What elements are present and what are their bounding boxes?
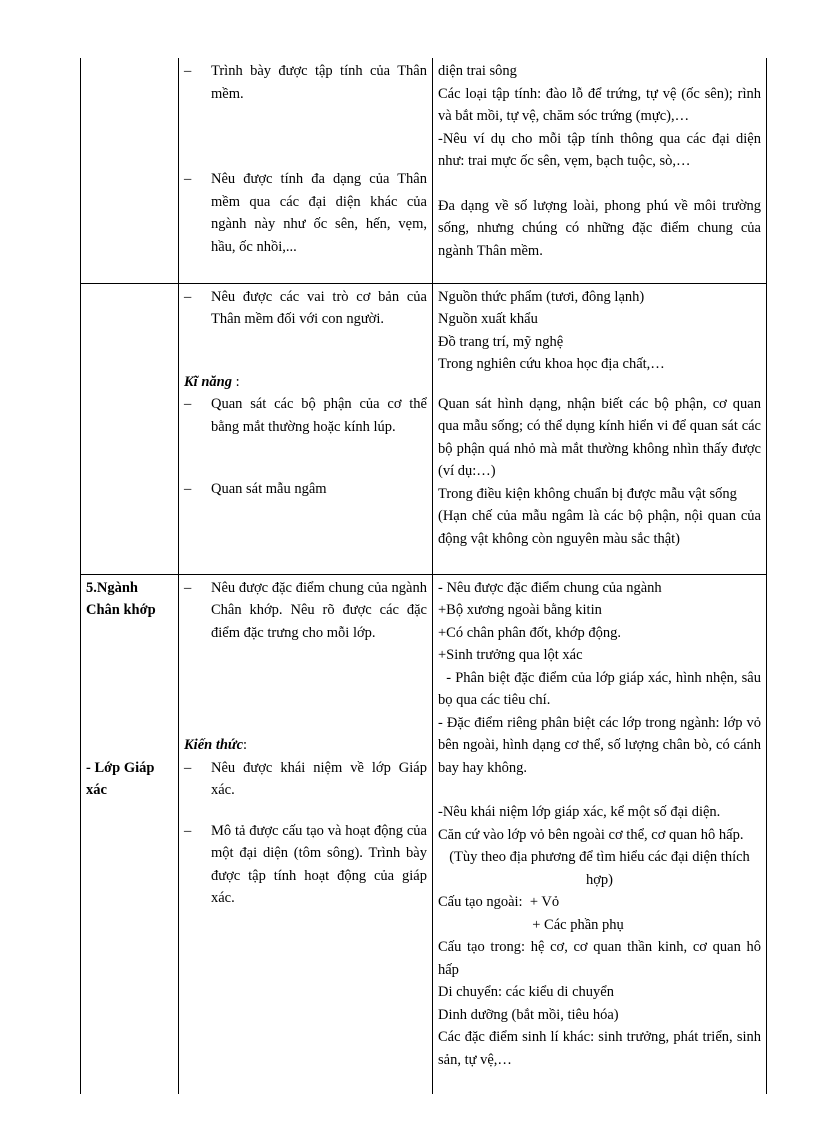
objective-item <box>184 577 427 645</box>
skills-heading: Kĩ năng <box>184 373 232 390</box>
dash-bullet: – <box>184 396 192 412</box>
skill-item <box>184 478 427 501</box>
objective-text: Nêu được các vai trò cơ bản của Thân mềm đối với con người. <box>211 288 427 327</box>
note-line: (Tùy theo địa phương để tìm hiểu các đại diện thích hợp) <box>449 849 750 888</box>
skill-item <box>184 393 427 438</box>
note-line: Cấu tạo trong: hệ cơ, cơ quan thần kinh, cơ quan hô hấp <box>438 939 761 978</box>
note-line: Căn cứ vào lớp vỏ bên ngoài cơ thể, cơ quan hô hấp. <box>438 826 744 843</box>
notes-cell <box>433 58 767 283</box>
knowledge-heading-line <box>184 734 427 757</box>
note-line: Đồ trang trí, mỹ nghệ <box>438 333 564 350</box>
dash-bullet: – <box>184 288 192 305</box>
table-row <box>81 574 767 1094</box>
objectives-cell <box>179 574 433 1094</box>
topic-title: 5.Ngành Chân khớp <box>86 579 156 618</box>
note-line: Đa dạng về số lượng loài, phong phú về môi trường sống, nhưng chúng có những đặc điểm chung của ngành Thân mềm. <box>438 197 761 259</box>
objective-item <box>184 60 427 105</box>
topic-subtitle: - Lớp Giáp xác <box>86 759 155 798</box>
objective-text: Trình bày được tập tính của Thân mềm. <box>211 63 427 102</box>
table-row <box>81 283 767 574</box>
note-line: + Các phần phụ <box>438 916 624 933</box>
note-line: Các loại tập tính: đào lỗ để trứng, tự vệ (ốc sên); rình và bắt mồi, tự vệ, chăm sóc trứng (mực),… <box>438 85 761 124</box>
note-line: +Bộ xương ngoài bằng kitin <box>438 602 602 618</box>
note-line: Trong nghiên cứu khoa học địa chất,… <box>438 356 665 372</box>
note-line: +Sinh trưởng qua lột xác <box>438 647 583 663</box>
note-line: (Hạn chế của mẫu ngâm là các bộ phận, nội quan của động vật không còn nguyên màu sắc thật) <box>438 508 761 547</box>
skill-text: Quan sát mẫu ngâm <box>211 481 327 497</box>
note-line: -Nêu ví dụ cho mỗi tập tính thông qua các đại diện như: trai mực ốc sên, vẹm, bạch tuộc, sò,… <box>438 130 761 169</box>
note-line: +Có chân phân đốt, khớp động. <box>438 624 621 641</box>
note-line: Các đặc điểm sinh lí khác: sinh trưởng, phát triển, sinh sản, tự vệ,… <box>438 1029 761 1068</box>
knowledge-colon: : <box>243 737 248 753</box>
notes-cell <box>433 283 767 574</box>
dash-bullet: – <box>184 759 192 776</box>
skills-heading-line <box>184 371 427 394</box>
topic-cell <box>81 58 179 283</box>
topic-cell <box>81 574 179 1094</box>
dash-bullet: – <box>184 481 192 497</box>
objective-item <box>184 168 427 258</box>
note-line: Dinh dưỡng (bắt mồi, tiêu hóa) <box>438 1006 619 1023</box>
skills-colon: : <box>231 373 240 390</box>
skill-text: Quan sát các bộ phận của cơ thể bằng mắt thường hoặc kính lúp. <box>211 396 427 435</box>
objectives-cell <box>179 283 433 574</box>
note-line: Quan sát hình dạng, nhận biết các bộ phận, cơ quan qua mẫu sống; có thể dụng kính hiển vi để quan sát các bộ phận quá nhỏ mà mắt thường không nhìn thấy được (ví dụ:…) <box>438 395 761 479</box>
objective-text: Nêu được khái niệm về lớp Giáp xác. <box>211 759 427 798</box>
table-row <box>81 58 767 283</box>
objective-item <box>184 757 427 802</box>
objectives-cell <box>179 58 433 283</box>
note-line: Di chuyển: các kiểu di chuyển <box>438 984 614 1000</box>
dash-bullet: – <box>184 822 192 839</box>
note-line: Nguồn xuất khẩu <box>438 311 538 327</box>
note-line: Trong điều kiện không chuẩn bị được mẫu vật sống <box>438 485 737 502</box>
objective-text: Nêu được tính đa dạng của Thân mềm qua các đại diện khác của ngành này như ốc sên, hến, vẹm, hầu, ốc nhồi,... <box>211 171 427 255</box>
note-line: - Nêu được đặc điểm chung của ngành <box>438 579 662 596</box>
note-line: -Nêu khái niệm lớp giáp xác, kể một số đại diện. <box>438 804 721 820</box>
dash-bullet: – <box>184 63 192 79</box>
dash-bullet: – <box>184 579 192 596</box>
dash-bullet: – <box>184 171 192 187</box>
syllabus-table <box>80 58 767 1094</box>
objective-text: Mô tả được cấu tạo và hoạt động của một đại diện (tôm sông). Trình bày được tập tính hoạt động của giáp xác. <box>211 822 427 906</box>
note-line: Nguồn thức phẩm (tươi, đông lạnh) <box>438 288 645 305</box>
topic-cell <box>81 283 179 574</box>
note-line: - Phân biệt đặc điểm của lớp giáp xác, hình nhện, sâu bọ qua các tiêu chí. <box>438 669 765 708</box>
note-line: Cấu tạo ngoài: + Vỏ <box>438 894 560 910</box>
note-line: - Đặc điểm riêng phân biệt các lớp trong ngành: lớp vỏ bên ngoài, hình dạng cơ thể, số lượng chân bò, có cánh bay hay không. <box>438 714 761 776</box>
note-line: diện trai sông <box>438 63 517 79</box>
notes-cell <box>433 574 767 1094</box>
objective-text: Nêu được đặc điểm chung của ngành Chân khớp. Nêu rõ được các đặc điểm đặc trưng cho mỗi lớp. <box>211 579 427 641</box>
objective-item <box>184 820 427 910</box>
knowledge-heading: Kiến thức <box>184 737 244 753</box>
objective-item <box>184 286 427 331</box>
